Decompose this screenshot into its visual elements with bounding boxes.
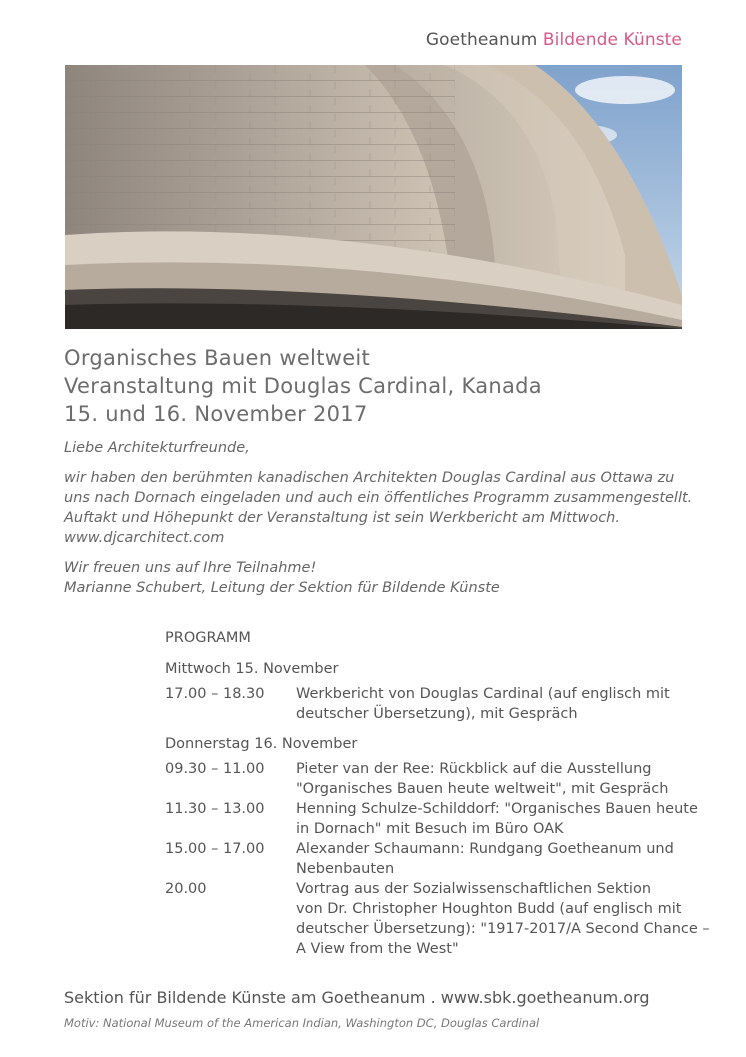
item-line: Henning Schulze-Schilddorf: "Organisches Bauen heute	[296, 801, 698, 817]
item-time: 20.00	[165, 881, 207, 897]
museum-facade-image	[65, 65, 682, 329]
program-item	[165, 799, 725, 839]
title-line-2: Veranstaltung mit Douglas Cardinal, Kanada	[64, 374, 542, 398]
image-caption: Motiv: National Museum of the American Indian, Washington DC, Douglas Cardinal	[64, 1016, 540, 1030]
item-time: 09.30 – 11.00	[165, 761, 265, 777]
item-time: 11.30 – 13.00	[165, 801, 265, 817]
hero-photo	[65, 65, 682, 329]
item-description	[296, 759, 725, 799]
letter-closing: Wir freuen uns auf Ihre Teilnahme!	[64, 560, 317, 576]
item-description	[296, 839, 725, 879]
letter-body-line: wir haben den berühmten kanadischen Architekten Douglas Cardinal aus Ottawa zu	[64, 470, 675, 486]
day-label: Donnerstag 16. November	[165, 736, 358, 752]
item-description	[296, 799, 725, 839]
letter-signature: Marianne Schubert, Leitung der Sektion für Bildende Künste	[64, 580, 500, 596]
invitation-letter	[64, 438, 694, 598]
program-item	[165, 759, 725, 799]
program-heading: PROGRAMM	[165, 630, 251, 646]
item-line: Nebenbauten	[296, 861, 395, 877]
item-line: Pieter van der Ree: Rückblick auf die Ausstellung	[296, 761, 652, 777]
program-section	[165, 628, 725, 959]
item-line: A View from the West"	[296, 941, 459, 957]
item-line: deutscher Übersetzung): "1917-2017/A Second Chance –	[296, 921, 710, 937]
website-link[interactable]: www.djcarchitect.com	[64, 530, 225, 546]
item-line: Alexander Schaumann: Rundgang Goetheanum und	[296, 841, 674, 857]
item-line: Vortrag aus der Sozialwissenschaftlichen Sektion	[296, 881, 652, 897]
item-line: deutscher Übersetzung), mit Gespräch	[296, 706, 578, 722]
program-item	[165, 879, 725, 959]
brand-primary: Goetheanum	[425, 30, 538, 50]
letter-greeting: Liebe Architekturfreunde,	[64, 440, 250, 456]
title-line-1: Organisches Bauen weltweit	[64, 346, 371, 370]
item-description	[296, 684, 725, 724]
item-time: 17.00 – 18.30	[165, 686, 265, 702]
program-item	[165, 839, 725, 879]
item-line: in Dornach" mit Besuch im Büro OAK	[296, 821, 564, 837]
day-label: Mittwoch 15. November	[165, 661, 339, 677]
item-line: Werkbericht von Douglas Cardinal (auf englisch mit	[296, 686, 670, 702]
brand-header	[426, 30, 682, 50]
program-item	[165, 684, 725, 724]
item-description	[296, 879, 725, 959]
item-line: von Dr. Christopher Houghton Budd (auf englisch mit	[296, 901, 682, 917]
footer-text: Sektion für Bildende Künste am Goetheanum . www.sbk.goetheanum.org	[64, 988, 650, 1007]
item-line: "Organisches Bauen heute weltweit", mit Gespräch	[296, 781, 669, 797]
event-titles	[64, 344, 684, 428]
title-line-3: 15. und 16. November 2017	[64, 402, 368, 426]
item-time: 15.00 – 17.00	[165, 841, 265, 857]
letter-body-line: Auftakt und Höhepunkt der Veranstaltung ist sein Werkbericht am Mittwoch.	[64, 510, 620, 526]
brand-accent: Bildende Künste	[542, 30, 682, 50]
letter-body-line: uns nach Dornach eingeladen und auch ein öffentliches Programm zusammengestellt.	[64, 490, 693, 506]
